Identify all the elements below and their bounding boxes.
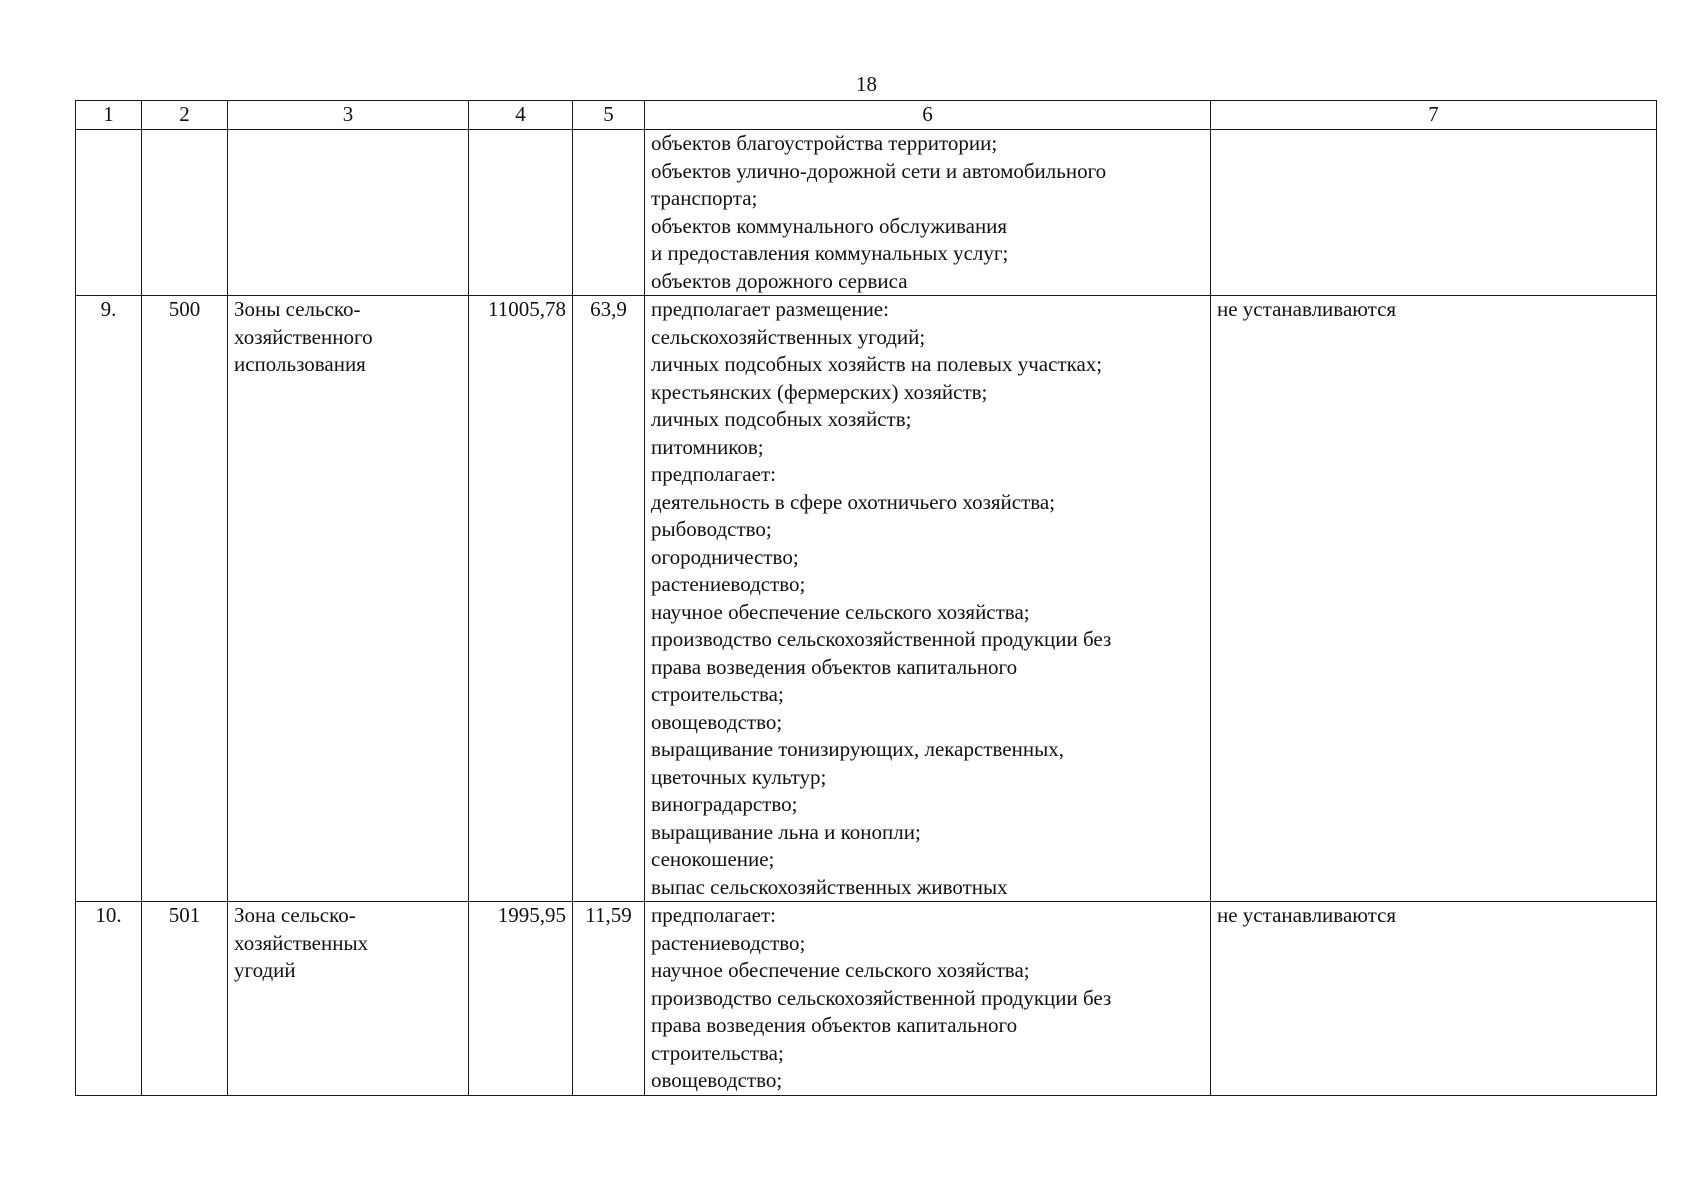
permitted-use-cell	[645, 296, 1211, 902]
zone-name-cell	[228, 296, 469, 902]
row-number-cell: 10.	[76, 902, 142, 1096]
permitted-use-line: транспорта;	[651, 186, 758, 210]
permitted-use-line: объектов благоустройства территории;	[651, 131, 998, 155]
zone-code-cell: 500	[142, 296, 228, 902]
zone-name-line: использования	[234, 352, 366, 376]
permitted-use-line: объектов дорожного сервиса	[651, 268, 908, 293]
permitted-use-line: сенокошение;	[651, 847, 775, 871]
permitted-use-line: производство сельскохозяйственной продукции без	[651, 985, 1112, 1010]
permitted-use-line: цветочных культур;	[651, 764, 827, 789]
table-row	[76, 296, 1657, 902]
permitted-use-line: рыбоводство;	[651, 517, 772, 541]
permitted-use-line: объектов коммунального обслуживания	[651, 213, 1008, 238]
row-number-cell	[76, 130, 142, 296]
area-cell: 1995,95	[469, 902, 573, 1096]
permitted-use-line: предполагает:	[651, 903, 776, 927]
permitted-use-line: объектов улично-дорожной сети и автомобильного	[651, 158, 1107, 183]
permitted-use-cell	[645, 130, 1211, 296]
column-number: 6	[645, 101, 1211, 130]
permitted-use-line: виноградарство;	[651, 792, 798, 816]
table-row	[76, 902, 1657, 1096]
zone-name-line: Зоны сельско-	[234, 297, 361, 321]
area-cell: 11005,78	[469, 296, 573, 902]
permitted-use-line: строительства;	[651, 1040, 784, 1065]
row-number-cell: 9.	[76, 296, 142, 902]
column-number: 5	[573, 101, 645, 130]
permitted-use-line: предполагает:	[651, 462, 776, 486]
permitted-use-line: овощеводство;	[651, 709, 783, 734]
permitted-use-line: предполагает размещение:	[651, 297, 889, 321]
permitted-use-line: выпас сельскохозяйственных животных	[651, 874, 1008, 899]
restrictions-cell	[1211, 130, 1657, 296]
zone-name-line: Зона сельско-	[234, 903, 356, 927]
permitted-use-line: растениеводство;	[651, 572, 806, 596]
page-number: 18	[856, 72, 877, 96]
permitted-use-line: деятельность в сфере охотничьего хозяйства;	[651, 489, 1056, 514]
permitted-use-line: сельскохозяйственных угодий;	[651, 324, 926, 349]
column-number: 4	[469, 101, 573, 130]
permitted-use-line: строительства;	[651, 682, 784, 706]
column-number: 3	[228, 101, 469, 130]
permitted-use-line: выращивание тонизирующих, лекарственных,	[651, 737, 1064, 761]
percent-cell	[573, 130, 645, 296]
permitted-use-line: научное обеспечение сельского хозяйства;	[651, 599, 1030, 624]
permitted-use-line: растениеводство;	[651, 930, 806, 955]
column-number-row	[76, 101, 1657, 130]
zoning-table	[75, 100, 1657, 1096]
permitted-use-line: научное обеспечение сельского хозяйства;	[651, 958, 1030, 982]
column-number: 7	[1211, 101, 1657, 130]
restrictions-cell: не устанавливаются	[1211, 296, 1657, 902]
zone-name-cell	[228, 902, 469, 1096]
zone-name-line: хозяйственных	[234, 930, 369, 955]
percent-cell: 63,9	[573, 296, 645, 902]
permitted-use-line: права возведения объектов капитального	[651, 654, 1018, 679]
permitted-use-line: питомников;	[651, 434, 764, 459]
zone-name-line: хозяйственного	[234, 324, 373, 349]
permitted-use-line: огородничество;	[651, 544, 799, 569]
permitted-use-line: личных подсобных хозяйств на полевых участках;	[651, 352, 1103, 376]
permitted-use-cell	[645, 902, 1211, 1096]
column-number: 1	[76, 101, 142, 130]
table-row-continuation	[76, 130, 1657, 296]
zone-name-line: угодий	[234, 958, 296, 982]
permitted-use-line: выращивание льна и конопли;	[651, 819, 921, 844]
zone-name-cell	[228, 130, 469, 296]
permitted-use-line: производство сельскохозяйственной продукции без	[651, 627, 1112, 651]
zone-code-cell: 501	[142, 902, 228, 1096]
permitted-use-line: права возведения объектов капитального	[651, 1013, 1018, 1037]
area-cell	[469, 130, 573, 296]
permitted-use-line: личных подсобных хозяйств;	[651, 407, 912, 431]
zone-code-cell	[142, 130, 228, 296]
permitted-use-line: крестьянских (фермерских) хозяйств;	[651, 379, 988, 404]
percent-cell: 11,59	[573, 902, 645, 1096]
permitted-use-line: овощеводство;	[651, 1068, 783, 1092]
column-number: 2	[142, 101, 228, 130]
restrictions-cell: не устанавливаются	[1211, 902, 1657, 1096]
permitted-use-line: и предоставления коммунальных услуг;	[651, 241, 1009, 265]
